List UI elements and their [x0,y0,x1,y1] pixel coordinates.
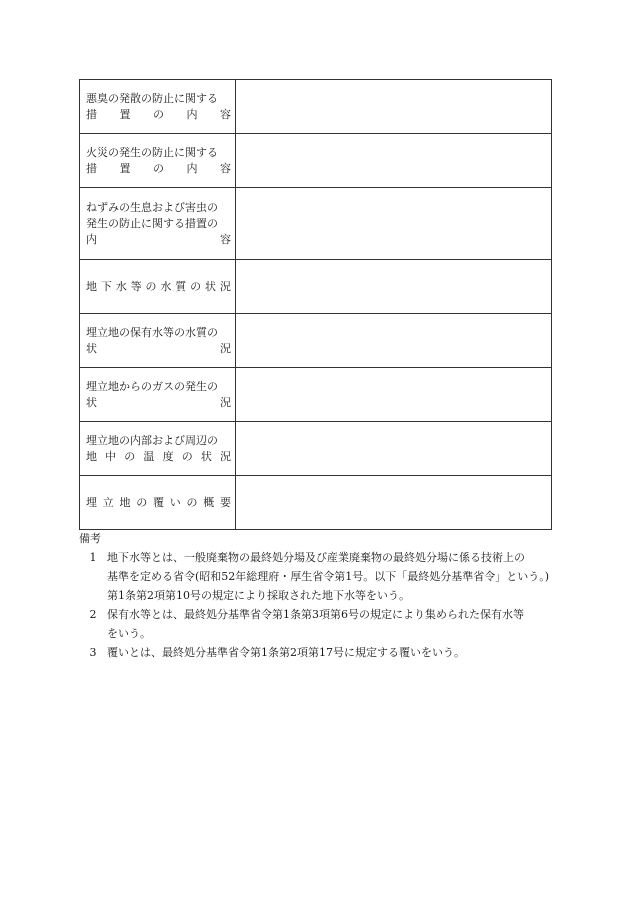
row-label [80,476,236,530]
remark-text-line: 覆いとは、最終処分基準省令第1条第2項第17号に規定する覆いをいう。 [107,646,465,659]
label-char: 状 [86,395,97,409]
label-char: 況 [220,395,231,409]
label-char: 況 [219,279,231,293]
label-spread-line [86,449,231,465]
remark-number: 3 [89,646,97,659]
remark-text-line: 保有水等とは、最終処分基準省令第1条第3項第6号の規定により集められた保有水等 [107,608,524,621]
row-label [80,368,236,422]
label-spread-line [86,495,231,511]
label-char: 状 [200,449,212,463]
label-char: の [124,449,136,463]
remark-item [79,643,559,662]
label-char: 覆 [153,495,164,509]
label-char: 内 [186,161,198,175]
label-char: 況 [219,449,231,463]
remark-text [107,548,559,605]
label-char: 容 [220,161,231,175]
label-char: い [169,495,181,509]
label-line: 埋立地の保有水等の水質の [86,325,218,339]
remark-text-line: 基準を定める省令(昭和52年総理府・厚生省令第1号。以下「最終処分基準省令」という。) [107,570,550,583]
label-char: 温 [143,449,155,463]
form-row [80,188,552,260]
label-char: の [181,449,193,463]
label-char: 質 [175,279,187,293]
remark-text-line: をいう。 [107,627,151,640]
row-label [80,80,236,134]
row-entry-cell[interactable] [236,368,552,422]
label-char: 中 [105,449,117,463]
label-line: 埋立地からのガスの発生の [86,379,218,393]
label-spread-line [86,232,231,248]
label-char: 内 [186,107,198,121]
row-label [80,260,236,314]
label-char: 地 [86,449,97,463]
label-spread-line [86,161,231,177]
remark-text [107,643,559,662]
label-char: 措 [86,107,97,121]
remarks-section [79,529,559,662]
label-line: 埋立地の内部および周辺の [86,433,218,447]
label-char: 水 [115,279,127,293]
form-row [80,476,552,530]
label-char: の [145,279,157,293]
row-entry-cell[interactable] [236,314,552,368]
label-char: 水 [160,279,172,293]
label-char: 概 [203,495,215,509]
remarks-title: 備考 [79,532,101,545]
label-char: 状 [86,341,97,355]
label-char: 置 [119,161,131,175]
label-char: 地 [86,279,97,293]
label-char: 容 [220,232,231,246]
label-spread-line [86,279,231,295]
remark-text [107,605,559,643]
row-entry-cell[interactable] [236,422,552,476]
form-row [80,314,552,368]
remark-text-line: 第1条第2項第10号の規定により採取された地下水等をいう。 [107,589,410,602]
label-line: 発生の防止に関する措置の [86,216,218,230]
form-row [80,260,552,314]
remark-item [79,605,559,643]
row-entry-cell[interactable] [236,80,552,134]
form-row [80,422,552,476]
label-line: 悪臭の発散の防止に関する [86,91,218,105]
label-char: 置 [119,107,131,121]
label-char: 等 [130,279,142,293]
row-label [80,188,236,260]
label-char: 地 [119,495,131,509]
remark-number: 1 [89,551,97,564]
row-label [80,134,236,188]
form-row [80,134,552,188]
record-form-table [79,79,552,530]
row-label [80,422,236,476]
label-char: の [190,279,202,293]
form-row [80,368,552,422]
label-char: 埋 [86,495,97,509]
remark-text-line: 地下水等とは、一般廃棄物の最終処分場及び産業廃棄物の最終処分場に係る技術上の [107,551,525,564]
row-entry-cell[interactable] [236,134,552,188]
remarks-list [79,548,559,662]
form-row [80,80,552,134]
label-char: 下 [100,279,112,293]
label-char: 内 [86,232,97,246]
row-entry-cell[interactable] [236,476,552,530]
label-char: 措 [86,161,97,175]
label-char: の [136,495,148,509]
row-entry-cell[interactable] [236,260,552,314]
label-char: 立 [102,495,114,509]
label-spread-line [86,395,231,411]
remark-item [79,548,559,605]
remark-number: 2 [89,608,97,621]
label-char: の [186,495,198,509]
row-label [80,314,236,368]
label-spread-line [86,107,231,123]
label-char: 要 [220,495,231,509]
label-char: 容 [220,107,231,121]
label-char: 状 [205,279,216,293]
label-char: の [153,161,164,175]
row-entry-cell[interactable] [236,188,552,260]
label-spread-line [86,341,231,357]
label-char: の [153,107,164,121]
label-char: 度 [162,449,174,463]
label-line: 火災の発生の防止に関する [86,145,218,159]
label-char: 況 [220,341,231,355]
label-line: ねずみの生息および害虫の [86,200,218,214]
